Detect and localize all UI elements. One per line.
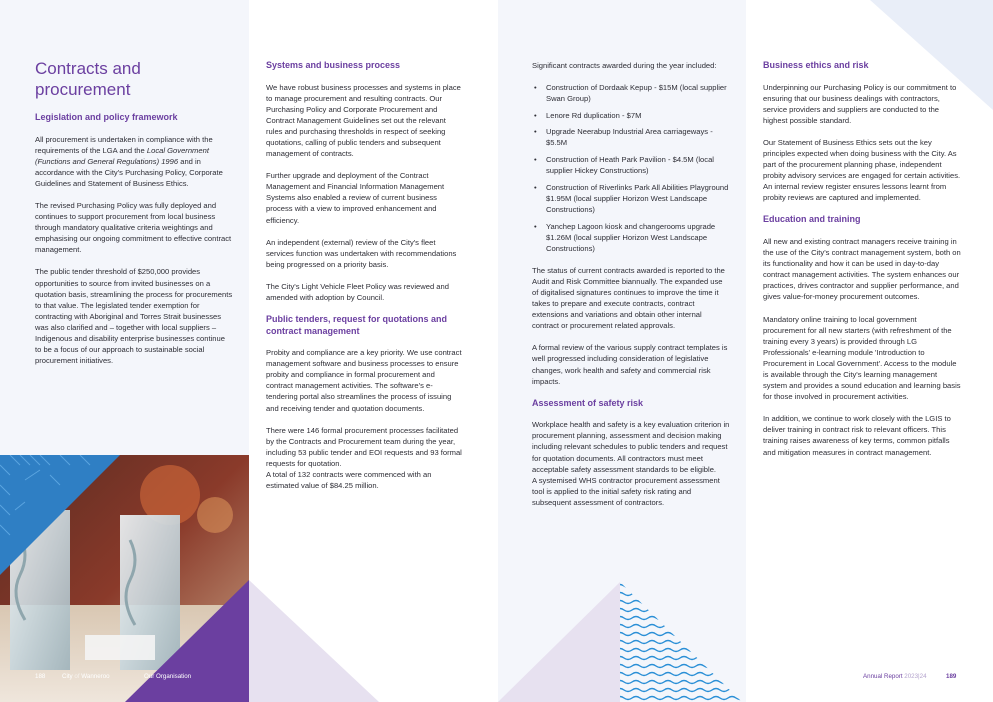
- systems-paragraph-2: Further upgrade and deployment of the Contract Management and Financial Information Management Systems also enabled a review of current business process with a view to improved enhancement and efficiency.: [266, 171, 445, 225]
- safety-paragraph-2: A systemised WHS contractor procurement assessment tool is applied to the initial safety risk rating and subsequent assessment of contractors.: [532, 475, 720, 507]
- decor-triangle-dark: [92, 455, 249, 580]
- footer-org-b: Wanneroo: [81, 673, 110, 680]
- list-item: • Yanchep Lagoon kiosk and changerooms upgrade $1.26M (local supplier Horizon West Landscape Constructions): [532, 221, 730, 254]
- footer-report-year: 2023|24: [904, 673, 927, 680]
- systems-paragraph-1: We have robust business processes and systems in place to manage procurement and resulting contracts. Our Purchasing Policy and Corporate Procurement and Contract Management Guidelines set out the relevant rules and purchasing thresholds in respect of seeking quotations, calling of public tenders and subsequent management of contracts.: [266, 82, 461, 159]
- education-heading: Education and training: [763, 214, 861, 225]
- status-paragraph: The status of current contracts awarded is reported to the Audit and Risk Committee biannually. The expanded use of digitalised signatures continues to improve the time it takes to prepare and execute contracts, contract extensions and variations and obtain other internal contract or procurement related approvals.: [532, 265, 725, 331]
- safety-paragraph-1: Workplace health and safety is a key evaluation criterion in procurement planning, assessment and decision making including relevant schedules to public tenders and request for quotation documents. All contractors must meet acceptable safety assessment standards to be eligible.: [532, 420, 730, 474]
- contracts-intro: Significant contracts awarded during the year included:: [532, 61, 717, 70]
- regulation-title: Local Government (Functions and General Regulations) 1996: [35, 145, 209, 166]
- legislation-heading: Legislation and policy framework: [35, 112, 178, 122]
- legislation-p1-text-b: and in accordance with the City's Purchasing Policy, Corporate Guidelines and Statement of Business Ethics.: [35, 156, 223, 188]
- decor-triangle-lavender-left: [249, 580, 379, 702]
- list-item: • Construction of Dordaak Kepup - $15M (local supplier Swan Group): [532, 82, 730, 104]
- ethics-heading: Business ethics and risk: [763, 60, 869, 70]
- column-2-content: [266, 60, 462, 502]
- systems-paragraph-3: An independent (external) review of the City's fleet services function was undertaken with recommendations being progressed on a priority basis.: [266, 237, 457, 269]
- education-paragraph-2: Mandatory online training to local government procurement for all new starters (with refreshment of the training every 3 years) is provided through LG Professionals' e-learning module 'Introduction to Procurement in Local Government'. Access to the module is available through the City's learning management system and provides a sound education and learning basis for those involved in procurement activities.: [763, 314, 961, 402]
- systems-paragraph-4: The City's Light Vehicle Fleet Policy was reviewed and amended with adoption by Council.: [266, 281, 449, 302]
- ethics-paragraph-2: Our Statement of Business Ethics sets out the key principles expected when doing business with the City. As part of the procurement planning phase, independent probity advisory services are engaged for certain activities. An internal review register ensures lessons learnt from probity reviews are captured and implemented.: [763, 137, 961, 203]
- tenders-paragraph-3: A total of 132 contracts were commenced with an estimated value of $84.25 million.: [266, 470, 432, 491]
- right-footer-report: [863, 673, 927, 680]
- tenders-paragraph-2: There were 146 formal procurement processes facilitated by the Contracts and Procurement team during the year, including 53 public tender and EOI requests and 93 formal requests for quotation.: [266, 425, 462, 468]
- column-4-content: [763, 60, 961, 469]
- contracts-list: [532, 82, 730, 254]
- legislation-p1-text-a: All procurement is undertaken in compliance with the requirements of the LGA and the: [35, 134, 213, 155]
- footer-org-sep: of: [74, 673, 80, 680]
- tenders-heading: Public tenders, request for quotations and contract management: [266, 314, 448, 336]
- decor-bottom-shapes: [498, 582, 746, 702]
- legislation-paragraph-3: The public tender threshold of $250,000 provides opportunities to source from invited businesses on a quotation basis, streamlining the process for procurements to that value. The legislated tender exemption for contracting with Aboriginal and Torres Strait businesses was also clarified and – together with local suppliers – Indigenous and disability enterprise businesses continue to be a focus of our approach to sustainable social procurement initiatives.: [35, 267, 233, 366]
- education-paragraph-3: In addition, we continue to work closely with the LGIS to deliver training in contract risk to relevant officers. This training raises awareness of key terms, common pitfalls and mitigation measures in contract management.: [763, 414, 951, 457]
- legislation-paragraph-2: The revised Purchasing Policy was fully deployed and continues to support procurement from local business through mandatory qualitative criteria weightings and emphasising our ongoing commitment to effective contract management.: [35, 200, 232, 255]
- column-3-content: [532, 60, 730, 519]
- legislation-paragraph-1: [35, 134, 233, 189]
- left-footer-org: [62, 673, 110, 680]
- footer-report-title: Annual Report: [863, 673, 903, 680]
- list-item: • Lenore Rd duplication - $7M: [532, 110, 730, 121]
- ethics-paragraph-1: Underpinning our Purchasing Policy is our commitment to ensuring that our business dealings with contractors, service providers and suppliers are conducted to the highest possible standard.: [763, 82, 957, 125]
- list-item: • Upgrade Neerabup Industrial Area carriageways - $5.5M: [532, 126, 730, 148]
- systems-heading: Systems and business process: [266, 60, 401, 70]
- safety-heading: Assessment of safety risk: [532, 397, 644, 408]
- list-item: • Construction of Riverlinks Park All Abilities Playground $1.95M (local supplier Horizon West Landscape Constructions): [532, 182, 730, 215]
- page-title: Contracts and procurement: [35, 59, 141, 99]
- review-paragraph: A formal review of the various supply contract templates is well progressed including consideration of legislative changes, work health and safety and commercial risk impacts.: [532, 343, 728, 386]
- education-paragraph-1: All new and existing contract managers receive training in the use of the City's contract management system, both on its functionality and how it can be used in day-to-day contract management activities. The system enhances our practices, drives contractor and supplier performance, and gives value-for-money procurement outcomes.: [763, 236, 961, 302]
- left-footer-page-number: 188: [35, 673, 46, 680]
- left-footer-section: Our Organisation: [144, 673, 192, 680]
- right-footer-page-number: 189: [946, 673, 957, 680]
- tenders-paragraph-1: Probity and compliance are a key priority. We use contract management software and business processes to ensure probity and compliance in formal procurement and contract management activities. The software's e-tendering portal also streamlines the process of issuing and receiving tender and quotation documents.: [266, 348, 462, 413]
- list-item: • Construction of Heath Park Pavilion - $4.5M (local supplier Hickey Constructions): [532, 154, 730, 176]
- column-1-content: [35, 59, 233, 377]
- footer-org-a: City: [62, 673, 73, 680]
